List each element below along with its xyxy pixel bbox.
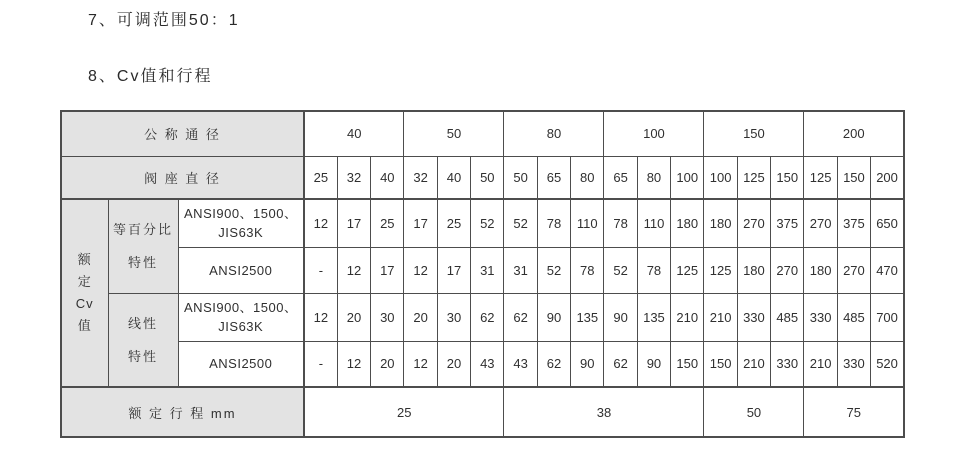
cv-value-cell: 78 [637,247,670,293]
rated-cv-label-cell-line: 定 [77,274,92,289]
seat-diameter-value-cell: 32 [337,156,370,199]
cv-value-cell: 30 [371,293,404,341]
nominal-diameter-label-cell: 公 称 通 径 [61,111,304,156]
cv-value-cell: 485 [837,293,870,341]
cv-value-cell: 330 [804,293,837,341]
characteristic-label-cell [108,199,178,293]
cv-value-cell: 25 [371,199,404,247]
cv-value-cell: 78 [537,199,570,247]
pressure-class-cell-line: ANSI2500 [209,262,273,278]
rated-travel-value-cell: 50 [704,387,804,437]
cv-value-cell: 650 [871,199,904,247]
seat-diameter-value-cell: 100 [671,156,704,199]
cv-value-cell: 110 [637,199,670,247]
table-row [61,111,904,156]
seat-diameter-value-cell: 80 [637,156,670,199]
rated-travel-label-cell: 额 定 行 程 mm [61,387,304,437]
cv-value-cell: 20 [404,293,437,341]
cv-value-cell: 375 [771,199,804,247]
cv-value-cell: 52 [471,199,504,247]
rated-cv-label-cell-line: 值 [77,318,92,333]
cv-value-cell: 20 [337,293,370,341]
nominal-diameter-value-cell: 200 [804,111,904,156]
heading-cv-and-travel: 8、Cv值和行程 [88,68,213,85]
rated-cv-label-cell-line: 额 [77,252,92,267]
cv-value-cell: 270 [804,199,837,247]
pressure-class-cell [178,293,304,341]
cv-value-cell: 180 [804,247,837,293]
cv-value-cell: 52 [537,247,570,293]
cv-value-cell: 210 [704,293,737,341]
nominal-diameter-value-cell: 40 [304,111,404,156]
cv-value-cell: 17 [437,247,470,293]
cv-value-cell: 17 [337,199,370,247]
seat-diameter-value-cell: 25 [304,156,337,199]
table-row [61,199,904,247]
cv-value-cell: 150 [704,341,737,387]
seat-diameter-value-cell: 32 [404,156,437,199]
cv-value-cell: 125 [704,247,737,293]
nominal-diameter-value-cell: 50 [404,111,504,156]
cv-value-cell: 62 [471,293,504,341]
seat-diameter-label-cell: 阀 座 直 径 [61,156,304,199]
seat-diameter-value-cell: 125 [737,156,770,199]
seat-diameter-value-cell: 150 [771,156,804,199]
seat-diameter-value-cell: 100 [704,156,737,199]
rated-cv-label-cell-line: Cv [75,296,94,311]
cv-value-cell: 90 [637,341,670,387]
cv-value-cell: 62 [504,293,537,341]
cv-value-cell: 43 [471,341,504,387]
cv-value-cell: 43 [504,341,537,387]
table-row [61,387,904,437]
cv-value-cell: 270 [837,247,870,293]
pressure-class-cell [178,199,304,247]
cv-value-cell: 17 [371,247,404,293]
seat-diameter-value-cell: 50 [504,156,537,199]
cv-value-cell: 210 [671,293,704,341]
pressure-class-cell-line: ANSI2500 [209,356,273,372]
characteristic-label-cell-line: 特性 [127,255,158,271]
cv-value-cell: 470 [871,247,904,293]
cv-value-cell: 20 [437,341,470,387]
pressure-class-cell-line: ANSI900、1500、 [184,206,298,222]
cv-value-cell: 52 [604,247,637,293]
cv-value-cell: 62 [604,341,637,387]
cv-value-cell: 330 [737,293,770,341]
cv-value-cell: 485 [771,293,804,341]
cv-value-cell: 90 [604,293,637,341]
cv-value-cell: 12 [404,341,437,387]
characteristic-label-cell-line: 特性 [127,348,158,364]
rated-travel-value-cell: 75 [804,387,904,437]
cv-value-cell: 700 [871,293,904,341]
cv-value-cell: 180 [704,199,737,247]
cv-value-cell: 30 [437,293,470,341]
cv-value-cell: 90 [571,341,604,387]
seat-diameter-value-cell: 50 [471,156,504,199]
cv-value-cell: 110 [571,199,604,247]
table-row [61,247,904,293]
seat-diameter-value-cell: 150 [837,156,870,199]
cv-value-cell: 12 [304,293,337,341]
cv-value-cell: 78 [604,199,637,247]
heading-adjustable-range: 7、可调范围50：1 [88,12,240,29]
cv-value-cell: 12 [404,247,437,293]
cv-value-cell: 330 [771,341,804,387]
cv-value-cell: 135 [637,293,670,341]
cv-value-cell: 270 [771,247,804,293]
pressure-class-cell-line: ANSI900、1500、 [184,300,298,315]
seat-diameter-value-cell: 125 [804,156,837,199]
seat-diameter-value-cell: 40 [437,156,470,199]
rated-cv-label-cell [61,199,108,387]
cv-value-cell: 78 [571,247,604,293]
nominal-diameter-value-cell: 80 [504,111,604,156]
cv-value-cell: 31 [504,247,537,293]
pressure-class-cell [178,247,304,293]
rated-travel-value-cell: 38 [504,387,704,437]
cv-value-cell: 25 [437,199,470,247]
pressure-class-cell-line: JIS63K [218,319,264,334]
cv-value-cell: 180 [671,199,704,247]
cv-value-cell: - [304,341,337,387]
table-row [61,341,904,387]
cv-value-cell: 17 [404,199,437,247]
characteristic-label-cell-line: 等百分比 [112,222,173,238]
cv-value-cell: 150 [671,341,704,387]
cv-value-cell: 31 [471,247,504,293]
cv-value-cell: 330 [837,341,870,387]
seat-diameter-value-cell: 200 [871,156,904,199]
cv-value-cell: 180 [737,247,770,293]
cv-travel-table [60,110,905,438]
cv-value-cell: 12 [337,247,370,293]
pressure-class-cell-line: JIS63K [218,225,264,241]
cv-value-cell: 520 [871,341,904,387]
cv-value-cell: 62 [537,341,570,387]
cv-value-cell: 90 [537,293,570,341]
cv-value-cell: 125 [671,247,704,293]
cv-value-cell: 210 [804,341,837,387]
table-row [61,293,904,341]
cv-value-cell: 210 [737,341,770,387]
cv-value-cell: 135 [571,293,604,341]
characteristic-label-cell [108,293,178,387]
cv-value-cell: 270 [737,199,770,247]
seat-diameter-value-cell: 80 [571,156,604,199]
rated-travel-value-cell: 25 [304,387,504,437]
cv-value-cell: 12 [304,199,337,247]
seat-diameter-value-cell: 65 [537,156,570,199]
seat-diameter-value-cell: 65 [604,156,637,199]
characteristic-label-cell-line: 线性 [127,315,158,331]
nominal-diameter-value-cell: 150 [704,111,804,156]
nominal-diameter-value-cell: 100 [604,111,704,156]
table-row [61,156,904,199]
cv-value-cell: - [304,247,337,293]
cv-value-cell: 52 [504,199,537,247]
cv-value-cell: 12 [337,341,370,387]
cv-value-cell: 20 [371,341,404,387]
cv-table-body [61,111,904,437]
seat-diameter-value-cell: 40 [371,156,404,199]
pressure-class-cell [178,341,304,387]
cv-value-cell: 375 [837,199,870,247]
